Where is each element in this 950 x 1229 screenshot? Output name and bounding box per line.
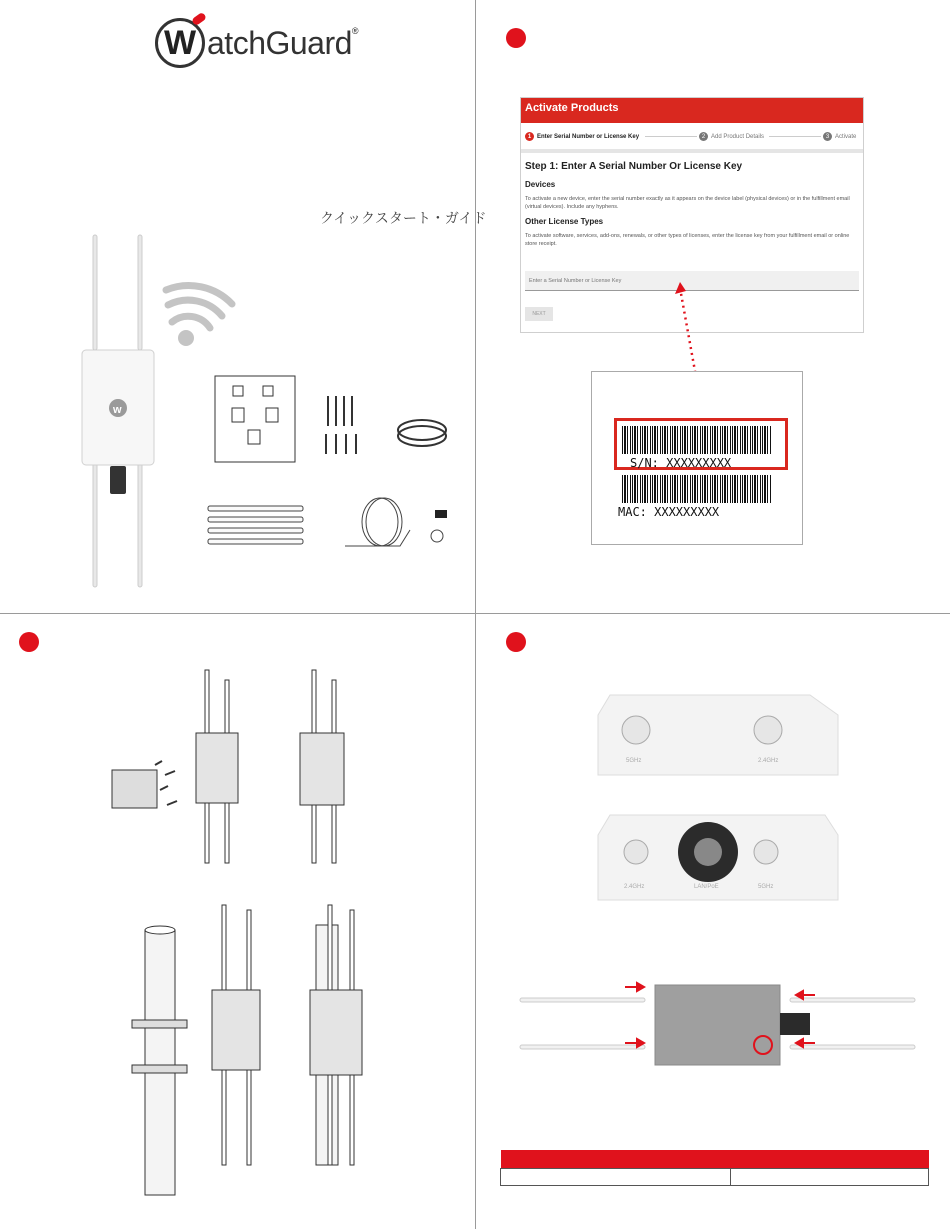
step-marker-4 [506,632,526,652]
step-label: Enter Serial Number or License Key [537,133,640,140]
horizontal-divider [0,613,950,614]
panel-title: Activate Products [521,98,863,123]
registered-mark: ® [351,26,359,36]
mounting-plate-icon [215,376,295,462]
step-heading: Step 1: Enter A Serial Number Or License Key [525,161,743,172]
bracket-icon [112,770,157,808]
devices-heading: Devices [525,180,556,189]
mac-barcode [622,475,772,503]
notes-table [500,1150,929,1186]
serial-number-text: S/N: XXXXXXXXX [630,456,732,470]
wizard-step-1[interactable] [525,132,639,141]
ap-front-icon [196,670,238,863]
ap-top-view [590,690,860,800]
guide-subtitle: クイックスタート・ガイド [320,210,487,226]
device-label-card [591,371,803,545]
other-license-heading: Other License Types [525,217,604,226]
svg-text:w: w [113,404,122,416]
logo-name: atchGuard [207,24,352,61]
step-number: 1 [525,132,534,141]
logo-mark: W [155,18,205,68]
step-marker-2 [506,28,526,48]
access-point-icon [82,235,154,587]
box-contents-illustration [70,230,450,600]
next-button[interactable]: NEXT [525,307,553,321]
notes-table-cell [731,1169,929,1186]
port-lan-poe-label: LAN/PoE [694,884,719,890]
wifi-icon [166,286,232,346]
ap-mounted-icon [300,670,344,863]
pole-icon [132,926,187,1195]
ap-bottom-view [590,810,860,920]
step-label: Activate [835,133,857,140]
cable-gland-icon [431,510,447,542]
wizard-steps [521,123,863,153]
port-5ghz-bottom-label: 5GHz [758,884,774,890]
wizard-step-2[interactable] [699,132,764,141]
mounting-illustration [100,665,400,1205]
notes-table-cell [501,1169,731,1186]
watchguard-logo [155,18,359,68]
hose-clamp-icon [398,420,446,446]
other-license-text: To activate software, services, add-ons, renewals, or other types of licenses, enter the license key from your fulfillment email or online store receipt. [525,233,850,247]
port-24ghz-label: 2.4GHz [758,758,779,764]
ap-pole-icon [212,905,260,1165]
step-number: 2 [699,132,708,141]
step-marker-3 [19,632,39,652]
step-number: 3 [823,132,832,141]
devices-text: To activate a new device, enter the serial number exactly as it appears on the device label (physical devices) or in the fulfillment email (virtual devices). Include any hyphens. [525,196,850,210]
mac-address-text: MAC: XXXXXXXXX [618,505,720,519]
ap-pole-mounted-icon [310,905,362,1165]
screws-icon [326,396,356,454]
serial-barcode [622,426,772,454]
vertical-divider [475,0,476,1229]
notes-table-header [501,1150,929,1169]
antennas-kit-icon [208,506,303,544]
step-label: Add Product Details [711,133,765,140]
port-24ghz-bottom-label: 2.4GHz [624,884,645,890]
port-5ghz-label: 5GHz [626,758,642,764]
antenna-attach-view [515,975,925,1075]
cable-icon [345,498,410,546]
wizard-step-3[interactable] [823,132,856,141]
